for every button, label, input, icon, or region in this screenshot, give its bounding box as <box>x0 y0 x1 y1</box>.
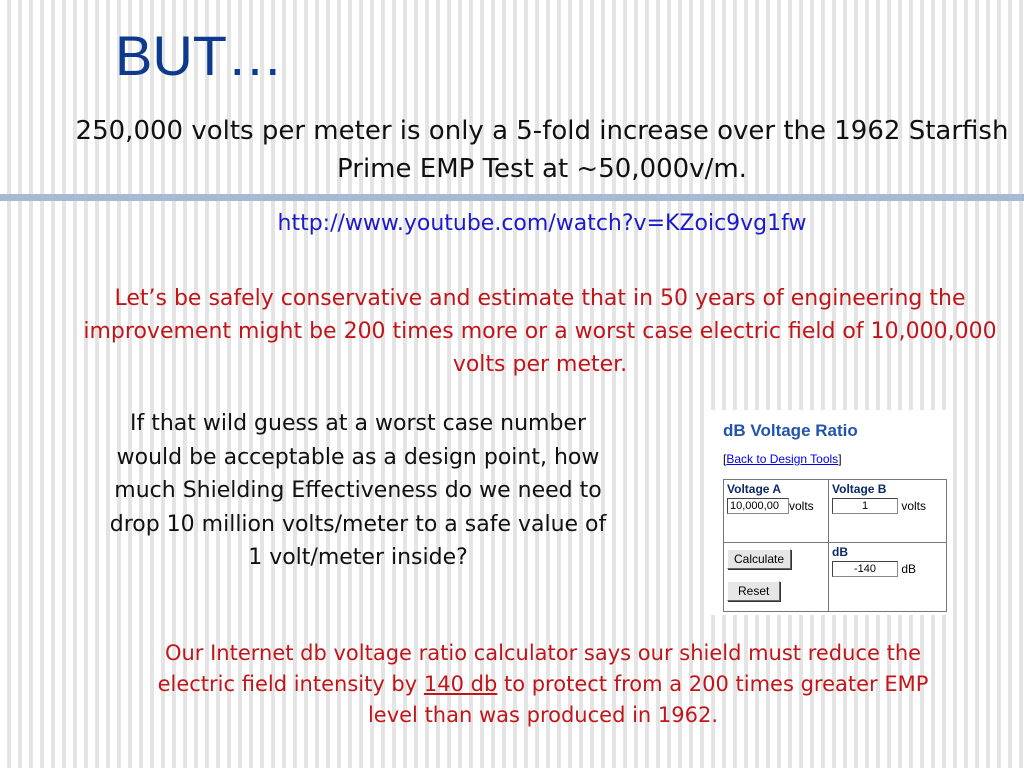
db-output[interactable]: -140 <box>832 561 898 577</box>
back-to-design-tools-link[interactable]: Back to Design Tools <box>726 452 839 466</box>
calculate-button[interactable]: Calculate <box>727 549 791 569</box>
estimate-paragraph: Let’s be safely conservative and estimate that in 50 years of engineering the improvement might be 200 times more or a worst case electric field of 10,000,000 volts per meter. <box>83 286 997 377</box>
youtube-link[interactable]: http://www.youtube.com/watch?v=KZoic9vg1fw <box>277 211 807 236</box>
conclusion-paragraph <box>130 638 956 731</box>
calculator-table <box>723 479 947 612</box>
conclusion-text-before: Our Internet db voltage ratio calculator says our shield must reduce the electric field intensity by <box>157 641 922 696</box>
voltage-b-input[interactable]: 1 <box>832 498 898 514</box>
back-open-bracket: [ <box>723 452 727 466</box>
voltage-a-label: Voltage A <box>727 482 782 496</box>
question-paragraph: If that wild guess at a worst case number would be acceptable as a design point, how much Shielding Effectiveness do we need to drop 10 million volts/meter to a safe value of 1 volt/meter inside? <box>109 411 607 570</box>
lead-statement: 250,000 volts per meter is only a 5-fold increase over the 1962 Starfish Prime EMP Test at ~50,000v/m. <box>75 116 1009 184</box>
slide-title: BUT… <box>115 24 283 87</box>
voltage-b-label: Voltage B <box>832 482 887 496</box>
title-divider <box>0 194 1024 201</box>
voltage-a-unit: volts <box>789 499 814 513</box>
db-label: dB <box>832 545 848 559</box>
calculator-title: dB Voltage Ratio <box>723 421 858 440</box>
voltage-a-input[interactable]: 10,000,00 <box>727 498 789 514</box>
conclusion-text-after: to protect from a 200 times greater EMP level than was produced in 1962. <box>367 672 929 727</box>
reset-button[interactable]: Reset <box>727 581 780 601</box>
back-close-bracket: ] <box>838 452 842 466</box>
db-unit: dB <box>901 562 917 576</box>
voltage-b-unit: volts <box>901 499 927 513</box>
conclusion-140db-link[interactable]: 140 db <box>423 672 498 696</box>
db-voltage-ratio-calculator <box>710 410 947 615</box>
back-to-design-tools <box>723 452 842 466</box>
